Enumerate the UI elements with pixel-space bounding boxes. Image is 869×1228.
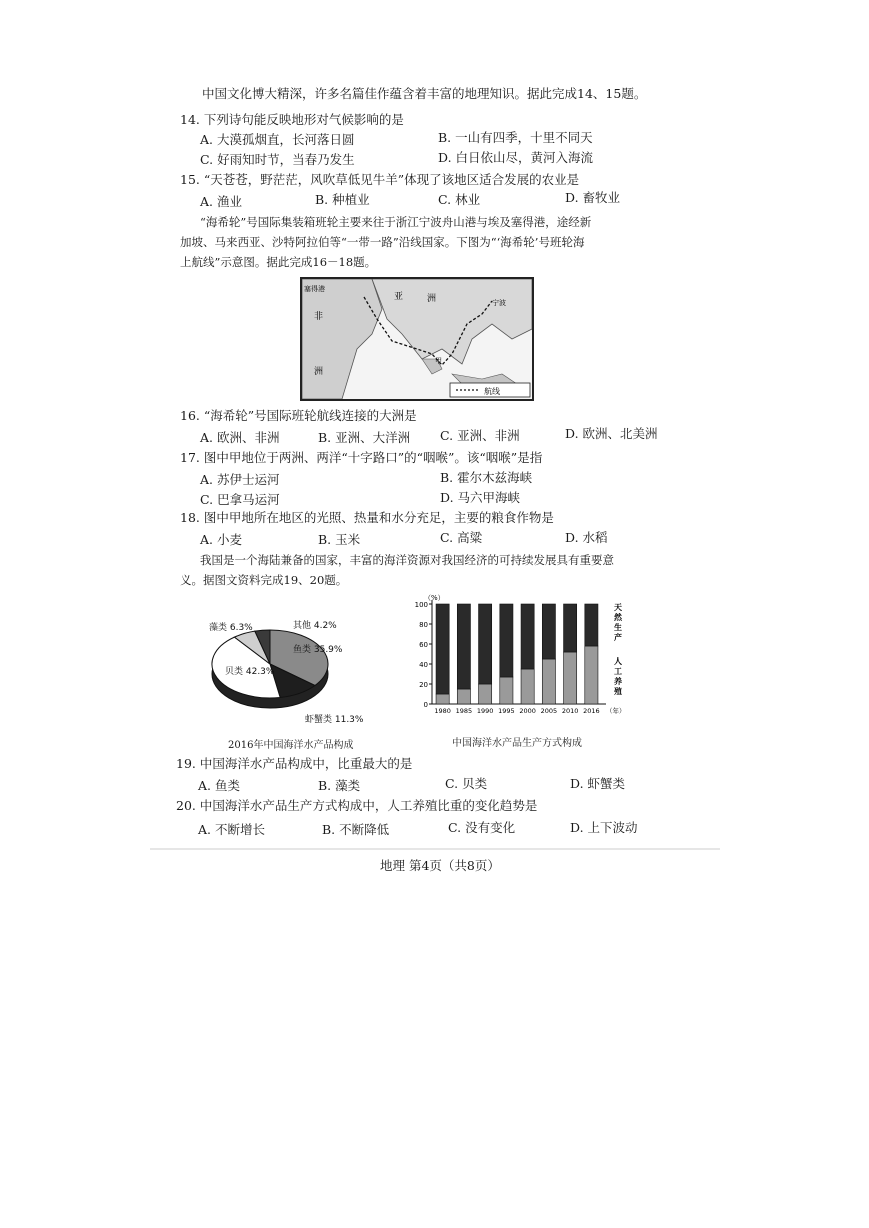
- bar-chart-title: 中国海洋水产品生产方式构成: [452, 738, 582, 749]
- q15-option-b: B. 种植业: [315, 192, 370, 207]
- q20-option-b: B. 不断降低: [322, 822, 390, 837]
- intro-19-20-line2: 义。据图文资料完成19、20题。: [180, 573, 348, 587]
- label-port-west: 塞得港: [304, 285, 325, 293]
- q20-option-c: C. 没有变化: [448, 820, 516, 835]
- q20-stem: 20. 中国海洋水产品生产方式构成中，人工养殖比重的变化趋势是: [176, 798, 538, 813]
- y-tick-label-100: 100: [414, 601, 428, 609]
- legend-label: 航线: [484, 387, 500, 396]
- bar-1-3: [500, 604, 513, 677]
- y-tick-label-60: 60: [419, 641, 428, 649]
- q18-option-b: B. 玉米: [318, 532, 361, 547]
- bar-0-6: [564, 652, 577, 704]
- label-africa-2: 洲: [314, 367, 324, 377]
- legend-bottom-char-2: 养: [614, 677, 622, 686]
- legend-top-char-2: 生: [614, 623, 622, 632]
- q14-option-b: B. 一山有四季，十里不同天: [438, 130, 593, 145]
- legend-bottom-char-3: 殖: [614, 687, 622, 696]
- q16-option-a: A. 欧洲、非洲: [200, 430, 280, 445]
- q20-option-a: A. 不断增长: [198, 822, 265, 837]
- bar-1-2: [479, 604, 492, 684]
- q14-stem: 14. 下列诗句能反映地形对气候影响的是: [180, 112, 404, 127]
- bar-0-1: [457, 689, 470, 704]
- bar-1-0: [436, 604, 449, 694]
- route-map-svg: [302, 279, 532, 399]
- bar-1-4: [521, 604, 534, 669]
- q14-option-c: C. 好雨知时节，当春乃发生: [200, 152, 355, 167]
- legend-bottom-char-0: 人: [614, 657, 622, 666]
- bar-0-7: [585, 646, 598, 704]
- q16-stem: 16. “海希轮”号国际班轮航线连接的大洲是: [180, 408, 417, 423]
- x-tick-label-3: 1995: [498, 707, 515, 715]
- legend-top-char-1: 然: [614, 613, 622, 622]
- q17-option-c: C. 巴拿马运河: [200, 492, 280, 507]
- q16-option-d: D. 欧洲、北美洲: [565, 426, 658, 441]
- bar-1-7: [585, 604, 598, 646]
- label-asia-1: 亚: [394, 292, 404, 302]
- q18-option-c: C. 高粱: [440, 530, 483, 545]
- bar-chart: [408, 592, 638, 732]
- intro-19-20-line1: 我国是一个海陆兼备的国家，丰富的海洋资源对我国经济的可持续发展具有重要意: [200, 553, 614, 567]
- intro-16-18-line3: 上航线”示意图。据此完成16－18题。: [180, 255, 377, 269]
- q19-option-b: B. 藻类: [318, 778, 361, 793]
- x-axis-unit: （年）: [606, 707, 626, 715]
- bar-0-3: [500, 677, 513, 704]
- label-ningbo: 宁波: [492, 299, 506, 307]
- label-asia-2: 洲: [427, 294, 437, 304]
- pie-chart-svg: [195, 612, 365, 728]
- y-axis-label: （%）: [424, 594, 445, 602]
- bar-1-5: [542, 604, 555, 659]
- q15-option-a: A. 渔业: [200, 194, 242, 209]
- route-map: [300, 277, 534, 401]
- legend-top-char-0: 天: [614, 603, 622, 612]
- y-tick-label-0: 0: [423, 701, 428, 709]
- bar-chart-svg: [408, 592, 638, 732]
- q15-option-d: D. 畜牧业: [565, 190, 621, 205]
- q19-option-c: C. 贝类: [445, 776, 488, 791]
- q14-option-d: D. 白日依山尽，黄河入海流: [438, 150, 594, 165]
- africa-shape: [302, 279, 382, 399]
- x-tick-label-1: 1985: [455, 707, 473, 715]
- label-jia: 甲: [435, 357, 442, 365]
- x-tick-label-0: 1980: [434, 707, 451, 715]
- pie-chart: [195, 612, 365, 728]
- pie-label-2: 贝类 42.3%: [225, 667, 275, 677]
- q18-option-d: D. 水稻: [565, 530, 608, 545]
- pie-label-0: 鱼类 35.9%: [293, 645, 343, 655]
- bar-0-4: [521, 669, 534, 704]
- x-tick-label-2: 1990: [476, 707, 494, 715]
- q17-stem: 17. 图中甲地位于两洲、两洋“十字路口”的“咽喉”。该“咽喉”是指: [180, 450, 543, 465]
- pie-label-3: 藻类 6.3%: [209, 623, 253, 633]
- q19-stem: 19. 中国海洋水产品构成中，比重最大的是: [176, 756, 413, 771]
- pie-chart-title: 2016年中国海洋水产品构成: [228, 740, 354, 751]
- q16-option-c: C. 亚洲、非洲: [440, 428, 520, 443]
- x-tick-label-5: 2005: [540, 707, 558, 715]
- x-tick-label-6: 2010: [561, 707, 579, 715]
- q18-option-a: A. 小麦: [200, 532, 242, 547]
- q19-option-a: A. 鱼类: [198, 778, 240, 793]
- bar-0-2: [479, 684, 492, 704]
- q19-option-d: D. 虾蟹类: [570, 776, 626, 791]
- x-tick-label-7: 2016: [583, 707, 600, 715]
- bar-0-0: [436, 694, 449, 704]
- q15-stem: 15. “天苍苍，野茫茫，风吹草低见牛羊”体现了该地区适合发展的农业是: [180, 172, 580, 187]
- scan-divider: [150, 848, 720, 850]
- pie-label-4: 其他 4.2%: [293, 621, 337, 631]
- y-tick-label-20: 20: [419, 681, 428, 689]
- q14-option-a: A. 大漠孤烟直，长河落日圆: [200, 132, 355, 147]
- bar-0-5: [542, 659, 555, 704]
- legend-top-char-3: 产: [614, 633, 622, 642]
- q15-option-c: C. 林业: [438, 192, 481, 207]
- label-africa-1: 非: [314, 312, 324, 322]
- q18-stem: 18. 图中甲地所在地区的光照、热量和水分充足，主要的粮食作物是: [180, 510, 554, 525]
- intro-16-18-line2: 加坡、马来西亚、沙特阿拉伯等“一带一路”沿线国家。下图为“‘海希轮’号班轮海: [180, 235, 585, 249]
- q17-option-d: D. 马六甲海峡: [440, 490, 521, 505]
- pie-label-1: 虾蟹类 11.3%: [305, 715, 364, 725]
- page-footer: 地理 第4页（共8页）: [380, 858, 500, 873]
- q17-option-a: A. 苏伊士运河: [200, 472, 280, 487]
- q17-option-b: B. 霍尔木兹海峡: [440, 470, 533, 485]
- legend-bottom-char-1: 工: [614, 667, 622, 676]
- q16-option-b: B. 亚洲、大洋洲: [318, 430, 411, 445]
- bar-1-1: [457, 604, 470, 689]
- q20-option-d: D. 上下波动: [570, 820, 638, 835]
- bar-1-6: [564, 604, 577, 652]
- y-tick-label-80: 80: [419, 621, 428, 629]
- intro-16-18-line1: “海希轮”号国际集装箱班轮主要来往于浙江宁波舟山港与埃及塞得港，途经新: [200, 215, 592, 229]
- x-tick-label-4: 2000: [519, 707, 536, 715]
- intro-14-15: 中国文化博大精深，许多名篇佳作蕴含着丰富的地理知识。据此完成14、15题。: [202, 86, 647, 101]
- y-tick-label-40: 40: [419, 661, 428, 669]
